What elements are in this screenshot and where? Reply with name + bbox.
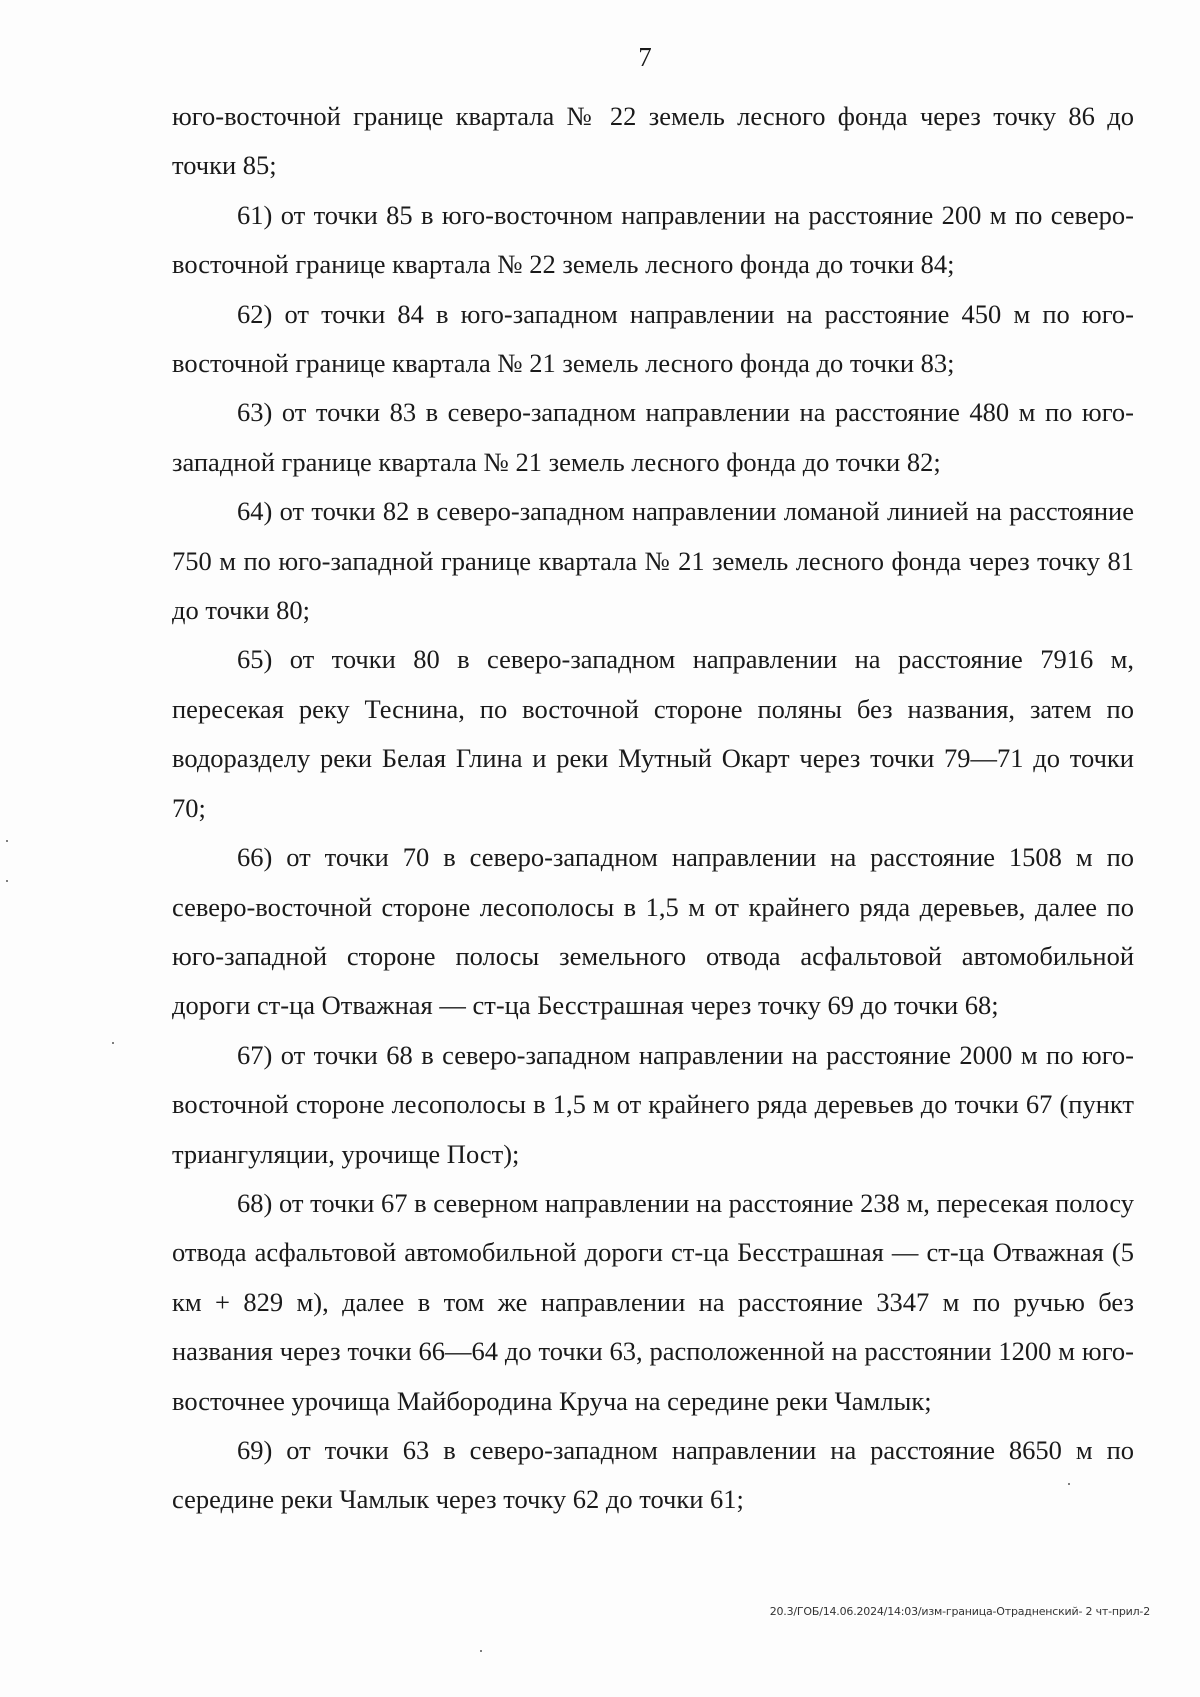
document-body — [172, 92, 1134, 1525]
scan-speck — [112, 1042, 114, 1044]
footer-document-code: 20.3/ГОБ/14.06.2024/14:03/изм-граница-Отрадненский- 2 чт-прил-2 — [769, 1605, 1150, 1618]
paragraph-item-62: 62) от точки 84 в юго-западном направлении на расстояние 450 м по юго-восточной границе квартала № 21 земель лесного фонда до точки 83; — [172, 298, 1134, 379]
paragraph-item-68: 68) от точки 67 в северном направлении на расстояние 238 м, пересекая полосу отвода асфальтовой автомобильной дороги ст-ца Бесстрашная — ст-ца Отважная (5 км + 829 м), далее в том же направлении на расстояние 3347 м по ручью без названия через точки 66—64 до точки 63, расположенной на расстоянии 1200 м юго-восточнее урочища Майбородина Круча на середине реки Чамлык; — [172, 1187, 1134, 1416]
scan-speck — [6, 840, 8, 842]
paragraph-item-67: 67) от точки 68 в северо-западном направлении на расстояние 2000 м по юго-восточной стороне лесополосы в 1,5 м от крайнего ряда деревьев до точки 67 (пункт триангуляции, урочище Пост); — [172, 1039, 1134, 1169]
paragraph-item-65: 65) от точки 80 в северо-западном направлении на расстояние 7916 м, пересекая реку Теснина, по восточной стороне поляны без названия, затем по водоразделу реки Белая Глина и реки Мутный Окарт через точки 79—71 до точки 70; — [172, 644, 1134, 823]
scan-speck — [480, 1650, 482, 1652]
scan-speck — [6, 880, 8, 882]
paragraph-item-64: 64) от точки 82 в северо-западном направлении ломаной линией на расстояние 750 м по юго-западной границе квартала № 21 земель лесного фонда через точку 81 до точки 80; — [172, 496, 1134, 626]
paragraph-continuation: юго-восточной границе квартала № 22 земель лесного фонда через точку 86 до точки 85; — [172, 101, 1134, 181]
page-number: 7 — [638, 42, 652, 72]
paragraph-item-66: 66) от точки 70 в северо-западном направлении на расстояние 1508 м по северо-восточной стороне лесополосы в 1,5 м от крайнего ряда деревьев, далее по юго-западной стороне полосы земельного отвода асфальтовой автомобильной дороги ст-ца Отважная — ст-ца Бесстрашная через точку 69 до точки 68; — [172, 842, 1134, 1021]
paragraph-item-61: 61) от точки 85 в юго-восточном направлении на расстояние 200 м по северо-восточной границе квартала № 22 земель лесного фонда до точки 84; — [172, 199, 1134, 280]
paragraph-item-69: 69) от точки 63 в северо-западном направлении на расстояние 8650 м по середине реки Чамлык через точку 62 до точки 61; — [172, 1434, 1134, 1515]
paragraph-item-63: 63) от точки 83 в северо-западном направлении на расстояние 480 м по юго-западной границе квартала № 21 земель лесного фонда до точки 82; — [172, 397, 1134, 477]
scan-speck — [1068, 1483, 1070, 1485]
